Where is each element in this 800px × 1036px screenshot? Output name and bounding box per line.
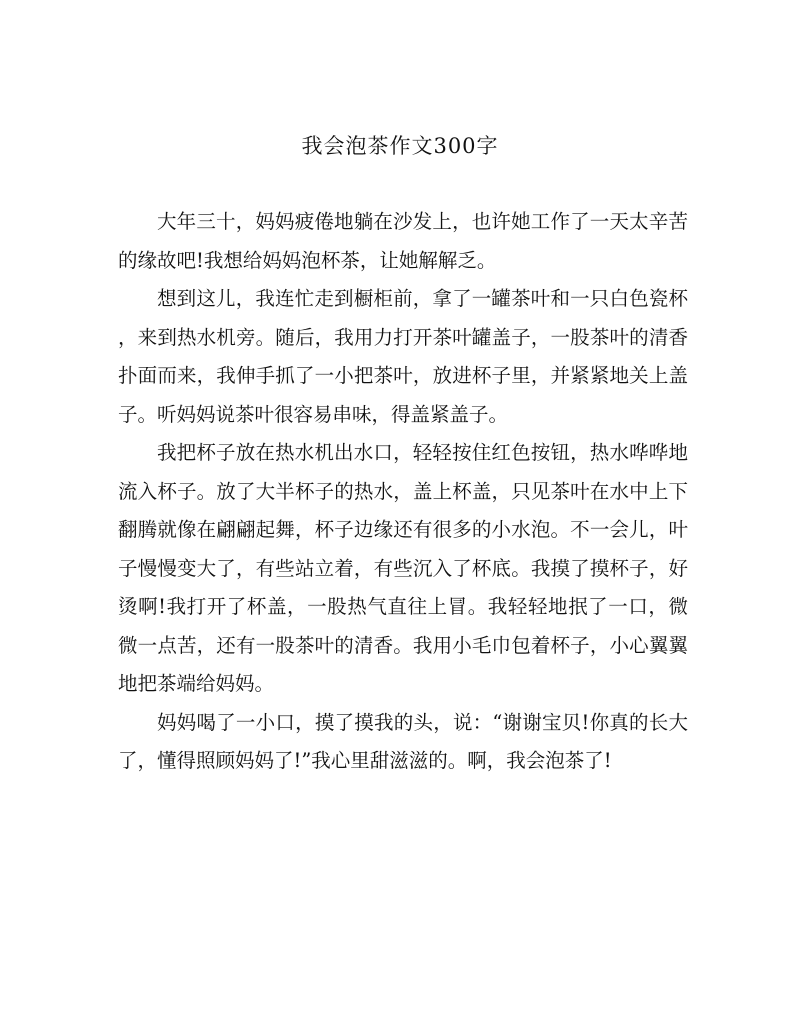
paragraph-1: 大年三十，妈妈疲倦地躺在沙发上，也许她工作了一天太辛苦的缘故吧!我想给妈妈泡杯茶，让她解解乏。: [118, 210, 688, 272]
document-title: 我会泡茶作文300字: [301, 134, 499, 158]
paragraph-2: 想到这儿，我连忙走到橱柜前，拿了一罐茶叶和一只白色瓷杯，来到热水机旁。随后，我用力打开茶叶罐盖子，一股茶叶的清香扑面而来，我伸手抓了一小把茶叶，放进杯子里，并紧紧地关上盖子。听妈妈说茶叶很容易串味，得盖紧盖子。: [118, 287, 688, 426]
paragraph-4: 妈妈喝了一小口，摸了摸我的头，说：“谢谢宝贝!你真的长大了，懂得照顾妈妈了!”我心里甜滋滋的。啊，我会泡茶了!: [118, 710, 688, 772]
paragraph-3: 我把杯子放在热水机出水口，轻轻按住红色按钮，热水哗哗地流入杯子。放了大半杯子的热水，盖上杯盖，只见茶叶在水中上下翻腾就像在翩翩起舞，杯子边缘还有很多的小水泡。不一会儿，叶子慢慢变大了，有些站立着，有些沉入了杯底。我摸了摸杯子，好烫啊!我打开了杯盖，一股热气直往上冒。我轻轻地抿了一口，微微一点苦，还有一股茶叶的清香。我用小毛巾包着杯子，小心翼翼地把茶端给妈妈。: [118, 441, 688, 695]
essay-body: [118, 203, 688, 781]
